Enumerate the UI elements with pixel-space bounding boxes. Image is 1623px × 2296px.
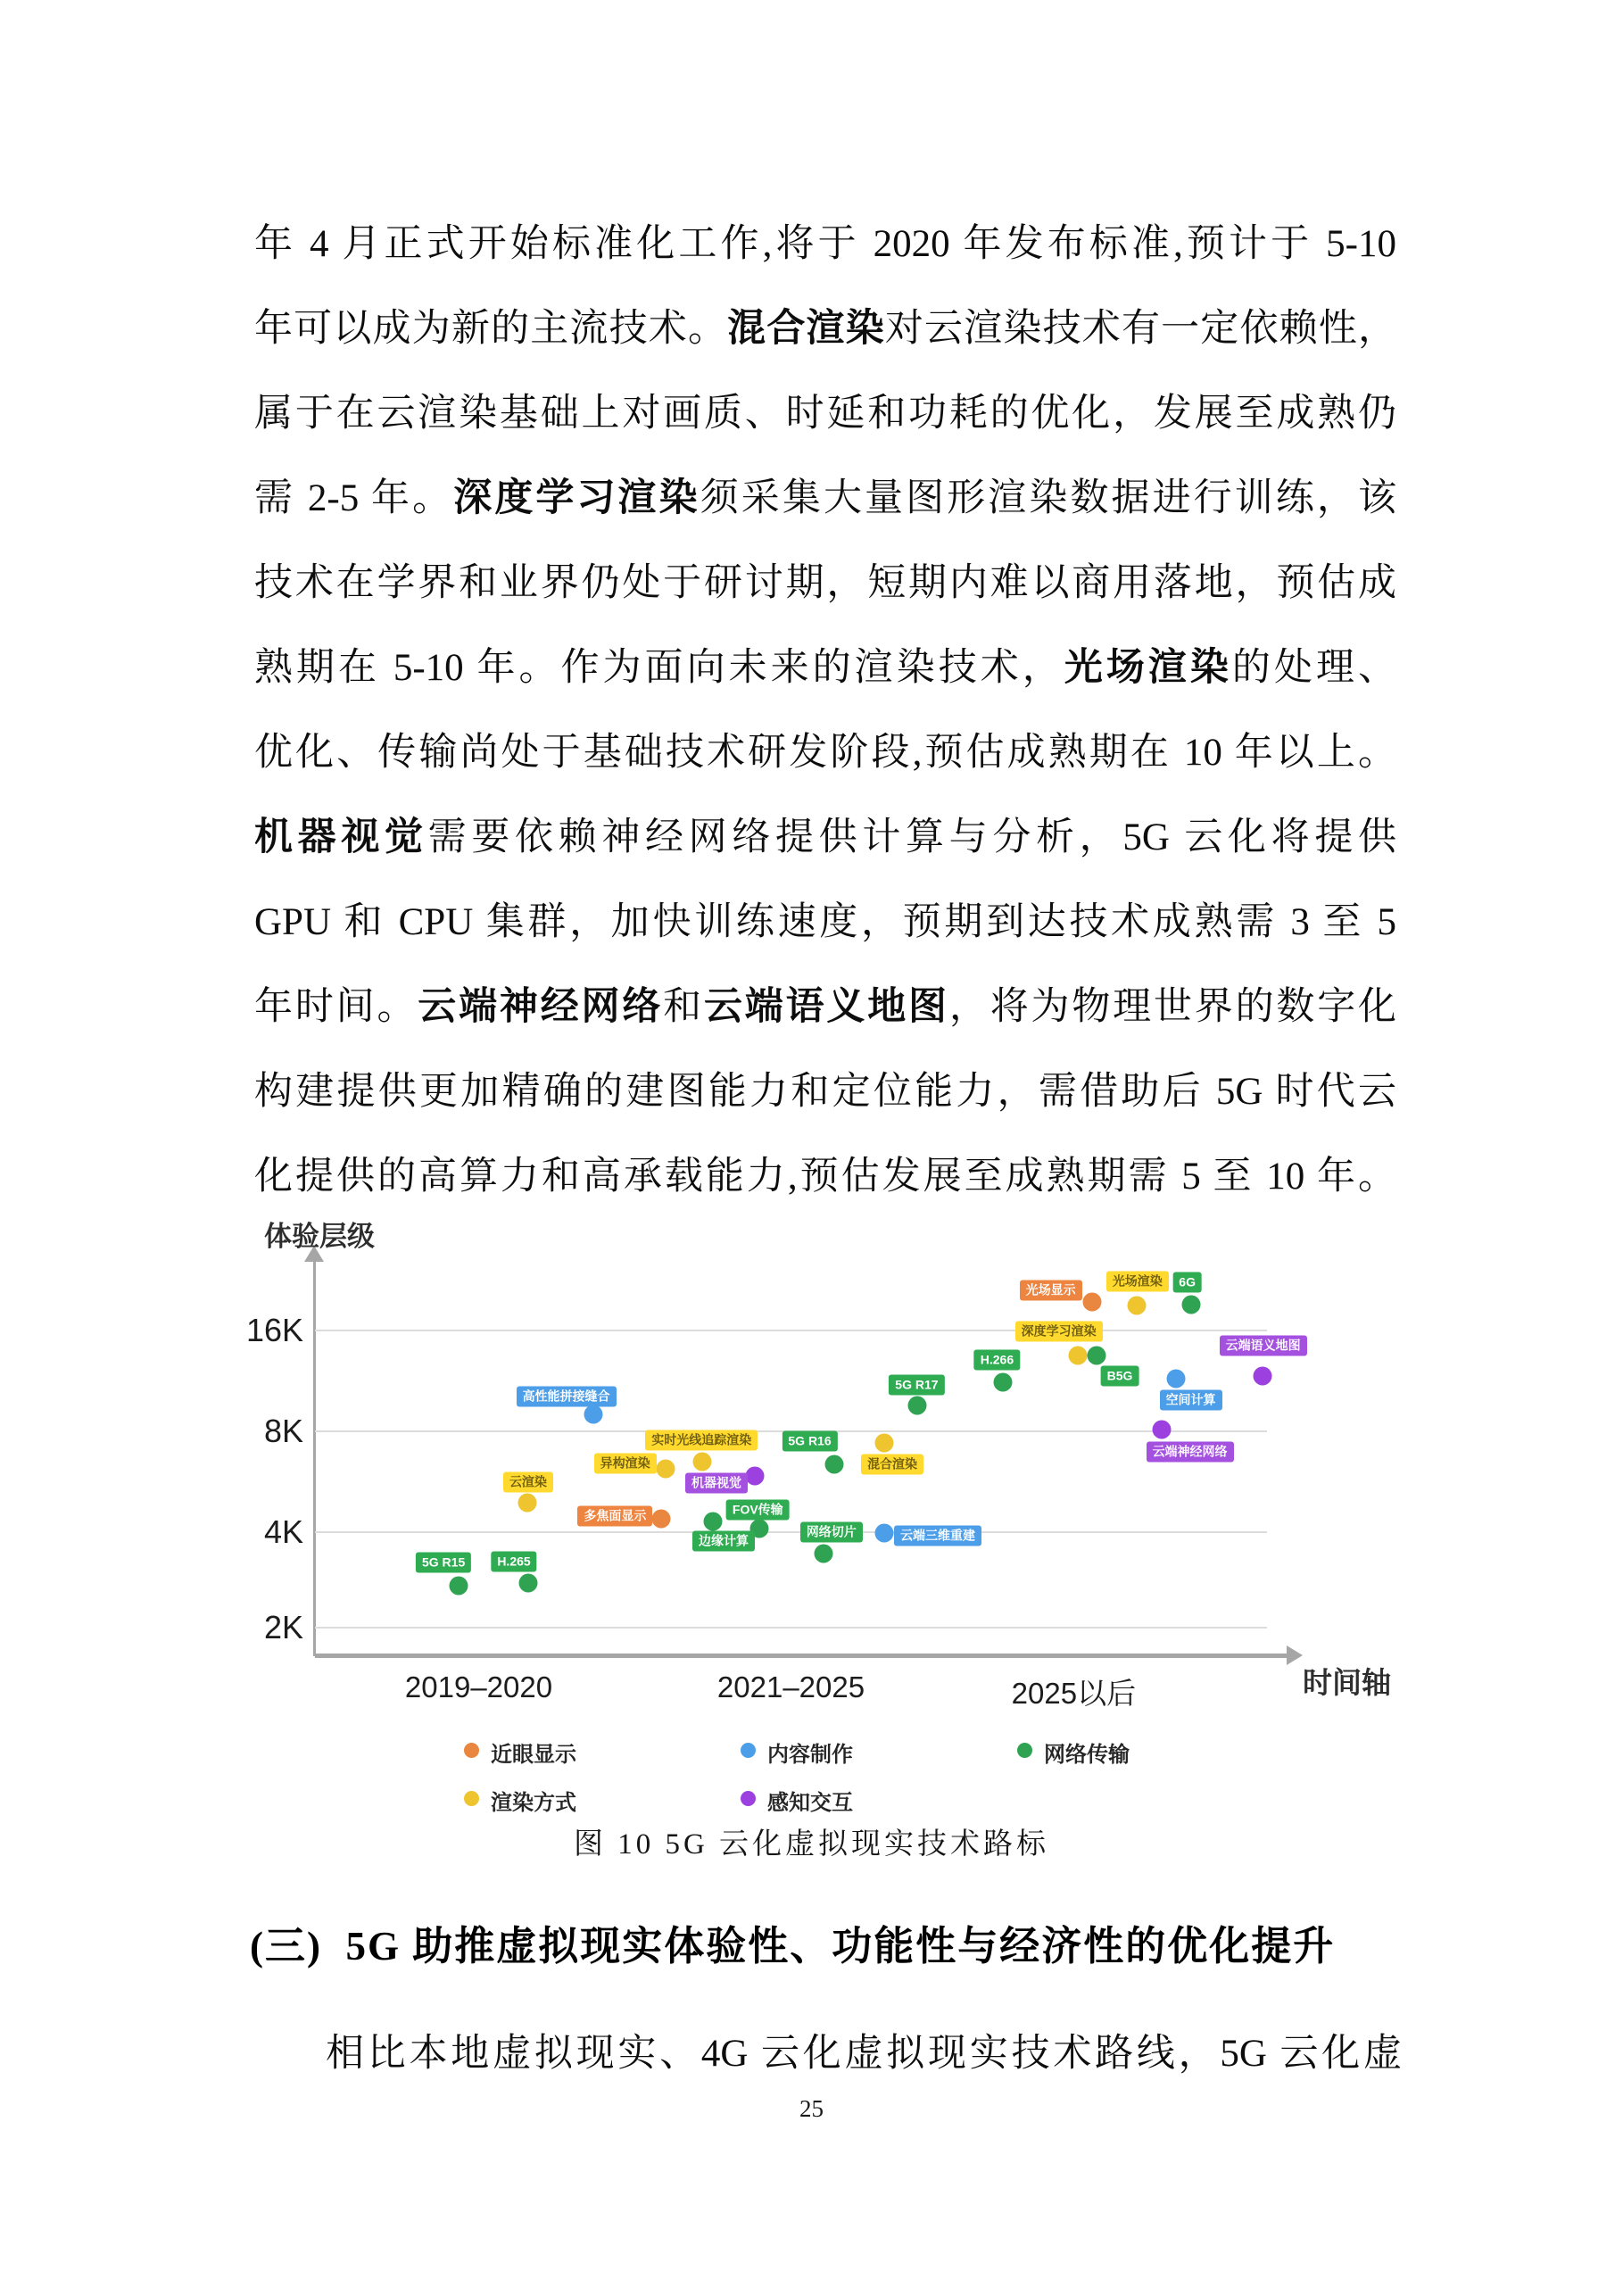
section-heading: (三) 5G 助推虚拟现实体验性、功能性与经济性的优化提升	[250, 1924, 1336, 1969]
chart-point-label: 空间计算	[1160, 1389, 1222, 1410]
y-axis-title: 体验层级	[264, 1221, 375, 1252]
chart-point-dot	[1068, 1346, 1087, 1364]
body-text-line: 机器视觉需要依赖神经网络提供计算与分析，5G 云化将提供	[254, 816, 1396, 858]
body-text-line: 年 4 月正式开始标准化工作,将于 2020 年发布标准,预计于 5-10	[254, 223, 1396, 265]
chart-point-dot	[1253, 1366, 1271, 1385]
chart-point-dot	[814, 1545, 832, 1563]
x-axis-line	[315, 1654, 1287, 1658]
chart-point-label: H.265	[491, 1552, 536, 1572]
x-group-label: 2021–2025	[716, 1670, 865, 1703]
chart-point-dot	[1082, 1293, 1101, 1312]
chart-point-label: 混合渲染	[861, 1454, 923, 1474]
legend-label: 渲染方式	[491, 1791, 576, 1815]
chart-point-dot	[1088, 1346, 1106, 1364]
chart-point-dot	[908, 1396, 927, 1414]
chart-point-dot	[1181, 1295, 1200, 1314]
page-number: 25	[799, 2095, 824, 2122]
x-axis-title: 时间轴	[1303, 1666, 1391, 1699]
paragraph-2-line: 相比本地虚拟现实、4G 云化虚拟现实技术路线，5G 云化虚	[326, 2033, 1402, 2075]
gridline	[315, 1531, 1267, 1533]
legend-dot-icon	[1017, 1743, 1032, 1758]
chart-point-label: 云端语义地图	[1220, 1335, 1307, 1355]
legend-label: 近眼显示	[491, 1743, 576, 1767]
chart-point-label: 云端三维重建	[894, 1526, 981, 1546]
body-text-line: 化提供的高算力和高承载能力,预估发展至成熟期需 5 至 10 年。	[254, 1156, 1396, 1198]
body-text-line: 构建提供更加精确的建图能力和定位能力，需借助后 5G 时代云	[254, 1071, 1396, 1113]
chart-point-label: 云端神经网络	[1147, 1441, 1234, 1462]
body-text-line: 技术在学界和业界仍处于研讨期，短期内难以商用落地，预估成	[254, 562, 1396, 604]
legend-dot-icon	[464, 1743, 479, 1758]
chart-point-label: 6G	[1172, 1272, 1202, 1292]
x-group-label: 2025以后	[1011, 1677, 1137, 1710]
chart-point-dot	[584, 1405, 602, 1423]
body-text-line: 属于在云渲染基础上对画质、时延和功耗的优化，发展至成熟仍	[254, 393, 1396, 435]
chart-point-dot	[1127, 1297, 1146, 1315]
chart-point-label: 网络切片	[800, 1522, 863, 1543]
y-axis-line	[313, 1260, 316, 1656]
x-axis-arrow-icon	[1287, 1645, 1303, 1665]
y-tick-label: 2K	[263, 1609, 303, 1646]
chart-point-label: 5G R17	[889, 1374, 944, 1395]
chart-point-dot	[875, 1433, 894, 1452]
body-text-line: 年时间。云端神经网络和云端语义地图，将为物理世界的数字化	[254, 986, 1397, 1028]
legend-item	[464, 1737, 576, 1767]
legend-dot-icon	[741, 1743, 756, 1758]
chart-point-dot	[824, 1455, 843, 1473]
legend-dot-icon	[464, 1791, 479, 1806]
chart-point-label: 多焦面显示	[577, 1506, 652, 1527]
chart-point-label: H.266	[974, 1349, 1020, 1370]
y-tick-label: 8K	[263, 1412, 303, 1449]
body-text-line: 熟期在 5-10 年。作为面向未来的渲染技术，光场渲染的处理、	[254, 647, 1396, 689]
chart-point-dot	[994, 1372, 1013, 1391]
chart-point-label: 5G R15	[416, 1552, 471, 1572]
body-text-line: GPU 和 CPU 集群，加快训练速度，预期到达技术成熟需 3 至 5	[254, 901, 1396, 943]
chart-point-dot	[704, 1513, 723, 1531]
body-text-line: 需 2-5 年。深度学习渲染须采集大量图形渲染数据进行训练，该	[254, 477, 1397, 519]
chart-point-dot	[875, 1524, 894, 1543]
legend-item	[1017, 1737, 1130, 1767]
chart-point-label: FOV传输	[726, 1499, 790, 1520]
y-tick-label: 4K	[263, 1513, 303, 1551]
y-tick-label: 16K	[245, 1312, 303, 1349]
chart-point-dot	[519, 1574, 538, 1593]
chart-point-label: 高性能拼接缝合	[517, 1386, 617, 1406]
legend-item	[741, 1737, 853, 1767]
chart-point-label: 云渲染	[503, 1472, 553, 1493]
chart-point-dot	[1152, 1420, 1171, 1438]
gridline	[315, 1627, 1267, 1629]
chart-point-label: 光场显示	[1020, 1281, 1082, 1301]
body-text-line: 年可以成为新的主流技术。混合渲染对云渲染技术有一定依赖性，	[254, 308, 1397, 350]
chart-point-dot	[450, 1576, 468, 1595]
body-text-line: 优化、传输尚处于基础技术研发阶段,预估成熟期在 10 年以上。	[254, 732, 1396, 774]
chart-point-dot	[745, 1467, 764, 1486]
chart-point-label: 5G R16	[782, 1430, 837, 1451]
chart-point-dot	[693, 1452, 712, 1471]
legend-item	[741, 1785, 853, 1815]
chart-point-dot	[652, 1510, 671, 1529]
chart-point-label: 异构渲染	[594, 1454, 657, 1474]
gridline	[315, 1330, 1267, 1331]
figure-caption: 图 10 5G 云化虚拟现实技术路标	[573, 1828, 1050, 1861]
x-group-label: 2019–2020	[404, 1670, 553, 1703]
chart-point-label: 深度学习渲染	[1015, 1321, 1103, 1341]
legend-label: 感知交互	[767, 1791, 853, 1815]
chart-point-dot	[518, 1494, 536, 1513]
legend-dot-icon	[741, 1791, 756, 1806]
chart-point-label: 实时光线追踪渲染	[645, 1430, 758, 1450]
chart-point-label: 机器视觉	[685, 1473, 748, 1494]
legend-item	[464, 1785, 576, 1815]
chart-point-dot	[1166, 1369, 1185, 1388]
chart-point-dot	[656, 1460, 675, 1479]
chart-point-label: 边缘计算	[692, 1531, 755, 1552]
chart-point-label: B5G	[1101, 1365, 1139, 1386]
legend-label: 内容制作	[767, 1743, 853, 1767]
legend-label: 网络传输	[1044, 1743, 1130, 1767]
chart-point-label: 光场渲染	[1106, 1272, 1169, 1292]
